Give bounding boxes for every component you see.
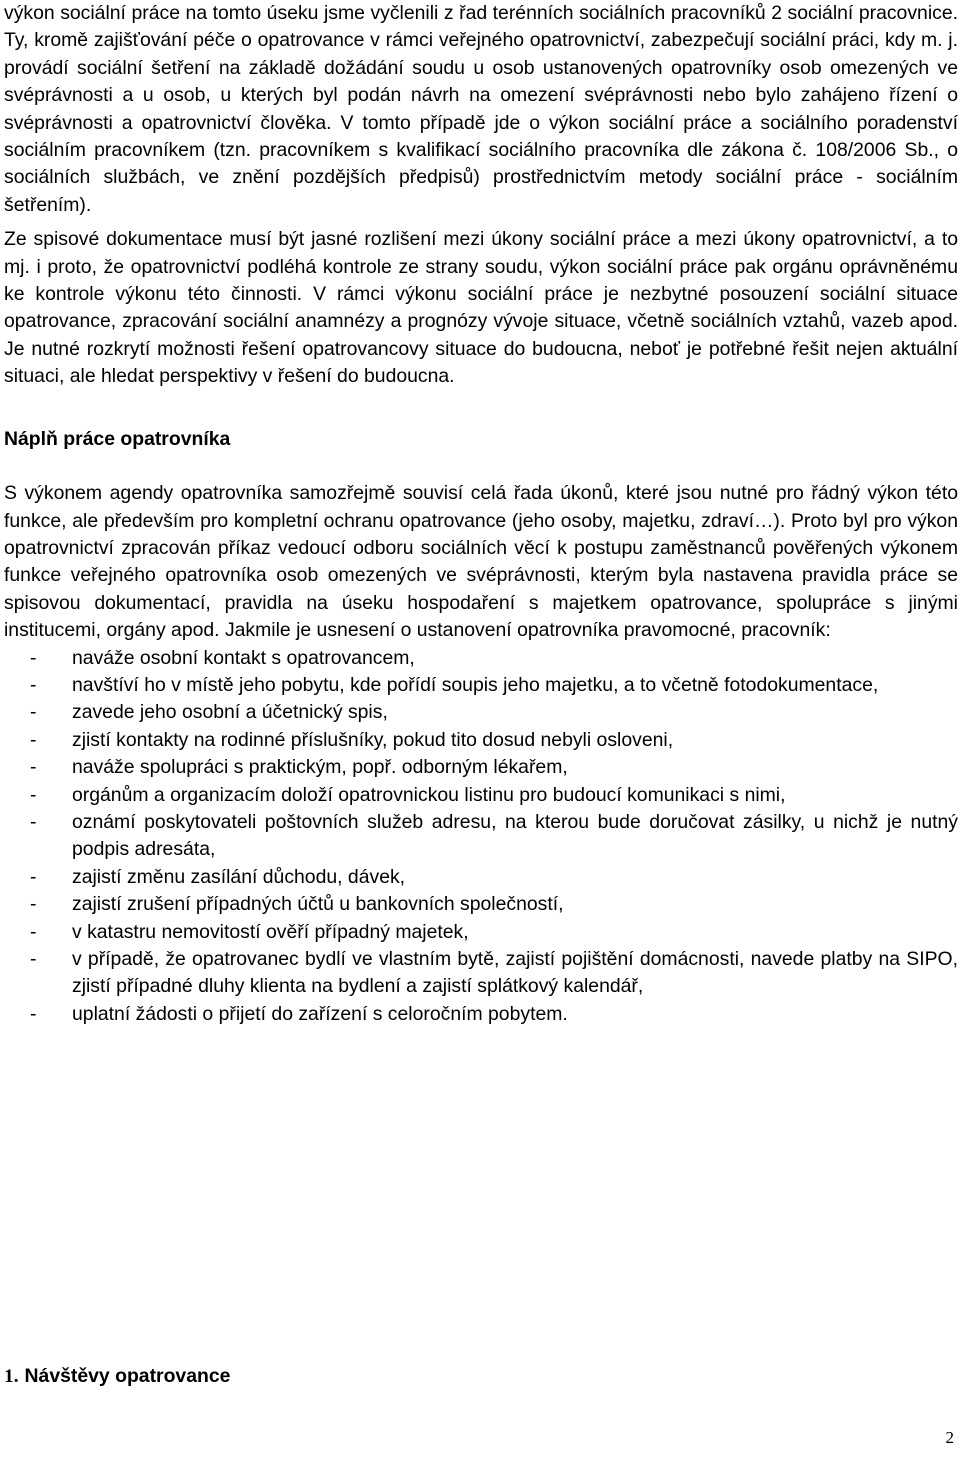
heading-title: Návštěvy opatrovance	[24, 1365, 231, 1387]
heading-guardian-visits	[4, 1363, 230, 1390]
list-dash: -	[30, 865, 37, 888]
paragraph-social-work: výkon sociální práce na tomto úseku jsme vyčlenili z řad terénních sociálních pracovníků 2 sociální pracovnice. Ty, kromě zajišťování péče o opatrovance v rámci veřejného opatrovnictví, zabezpečují sociální práci, kdy m. j. provádí sociální šetření na základě dožádání soudu u osob ustanovených opatrovníky osob omezených ve svéprávnosti a u osob, u kterých byl podán návrh na omezení svéprávnosti nebo bylo zahájeno řízení o svéprávnosti a opatrovnictví člověka. V tomto případě jde o výkon sociální práce a sociálního poradenství sociálním pracovníkem (tzn. pracovníkem s kvalifikací sociálního pracovníka dle zákona č. 108/2006 Sb., o sociálních službách, ve znění pozdějších předpisů) prostřednictvím metody sociální práce - sociálním šetřením).	[4, 2, 958, 216]
list-dash: -	[30, 756, 37, 779]
list-item-text: naváže osobní kontakt s opatrovancem,	[72, 646, 415, 669]
list-item	[4, 727, 958, 754]
heading-number: 1.	[4, 1366, 19, 1387]
paragraph-documentation: Ze spisové dokumentace musí být jasné rozlišení mezi úkony sociální práce a mezi úkony opatrovnictví, a to mj. i proto, že opatrovnictví podléhá kontrole ze strany soudu, výkon sociální práce pak orgánu oprávněnému ke kontrole výkonu této činnosti. V rámci výkonu sociální práce je nezbytné posouzení sociální situace opatrovance, zpracování sociální anamnézy a prognózy vývoje situace, včetně sociálních vztahů, vazeb apod. Je nutné rozkrytí možnosti řešení opatrovancovy situace do budoucna, neboť je potřebné řešit nejen aktuální situaci, ale hledat perspektivy v řešení do budoucna.	[4, 228, 958, 388]
list-item	[4, 891, 958, 918]
list-item-text: zajistí změnu zasílání důchodu, dávek,	[72, 865, 406, 888]
list-item	[4, 864, 958, 891]
list-item-text: oznámí poskytovateli poštovních služeb adresu, na kterou bude doručovat zásilky, u nichž je nutný podpis adresáta,	[72, 810, 958, 861]
list-item	[4, 919, 958, 946]
list-dash: -	[30, 920, 37, 943]
list-item	[4, 809, 958, 864]
paragraph-guardian-agenda: S výkonem agendy opatrovníka samozřejmě souvisí celá řada úkonů, které jsou nutné pro řádný výkon této funkce, ale především pro kompletní ochranu opatrovance (jeho osoby, majetku, zdraví…). Proto byl pro výkon opatrovnictví zpracován příkaz vedoucí odboru sociálních věcí k postupu zaměstnanců pověřených výkonem funkce veřejného opatrovníka osob omezených ve svéprávnosti, kterým byla nastavena pravidla práce se spisovou dokumentací, pravidla na úseku hospodaření s majetkem opatrovance, spolupráce s jinými institucemi, orgány apod. Jakmile je usnesení o ustanovení opatrovníka pravomocné, pracovník:	[4, 482, 958, 642]
list-dash: -	[30, 783, 37, 806]
list-item-text: v katastru nemovitostí ověří případný majetek,	[72, 920, 469, 943]
list-item-text: naváže spolupráci s praktickým, popř. odborným lékařem,	[72, 756, 568, 779]
list-item-text: zajistí zrušení případných účtů u bankovních společností,	[72, 893, 564, 916]
list-item-text: uplatní žádosti o přijetí do zařízení s celoročním pobytem.	[72, 1002, 568, 1025]
list-item	[4, 754, 958, 781]
list-dash: -	[30, 673, 37, 696]
list-dash: -	[30, 701, 37, 724]
list-dash: -	[30, 893, 37, 916]
list-dash: -	[30, 810, 37, 833]
list-item	[4, 1001, 958, 1028]
list-item-text: orgánům a organizacím doloží opatrovnickou listinu pro budoucí komunikaci s nimi,	[72, 783, 786, 806]
list-item	[4, 782, 958, 809]
list-item	[4, 645, 958, 672]
list-item-text: v případě, že opatrovanec bydlí ve vlastním bytě, zajistí pojištění domácnosti, navede platby na SIPO, zjistí případné dluhy klienta na bydlení a zajistí splátkový kalendář,	[72, 948, 958, 998]
document-page	[4, 0, 958, 1028]
list-item-text: navštíví ho v místě jeho pobytu, kde pořídí soupis jeho majetku, a to včetně fotodokumentace,	[72, 673, 879, 696]
heading-guardian-duties: Náplň práce opatrovníka	[4, 427, 231, 450]
page-number: 2	[945, 1428, 954, 1447]
list-item-text: zjistí kontakty na rodinné příslušníky, pokud tito dosud nebyli osloveni,	[72, 728, 674, 751]
list-item	[4, 946, 958, 1001]
list-dash: -	[30, 728, 37, 751]
list-item	[4, 699, 958, 726]
task-list	[4, 645, 958, 1029]
list-dash: -	[30, 1002, 37, 1025]
list-item	[4, 672, 958, 699]
list-item-text: zavede jeho osobní a účetnický spis,	[72, 701, 388, 724]
list-dash: -	[30, 948, 37, 970]
list-dash: -	[30, 646, 37, 669]
